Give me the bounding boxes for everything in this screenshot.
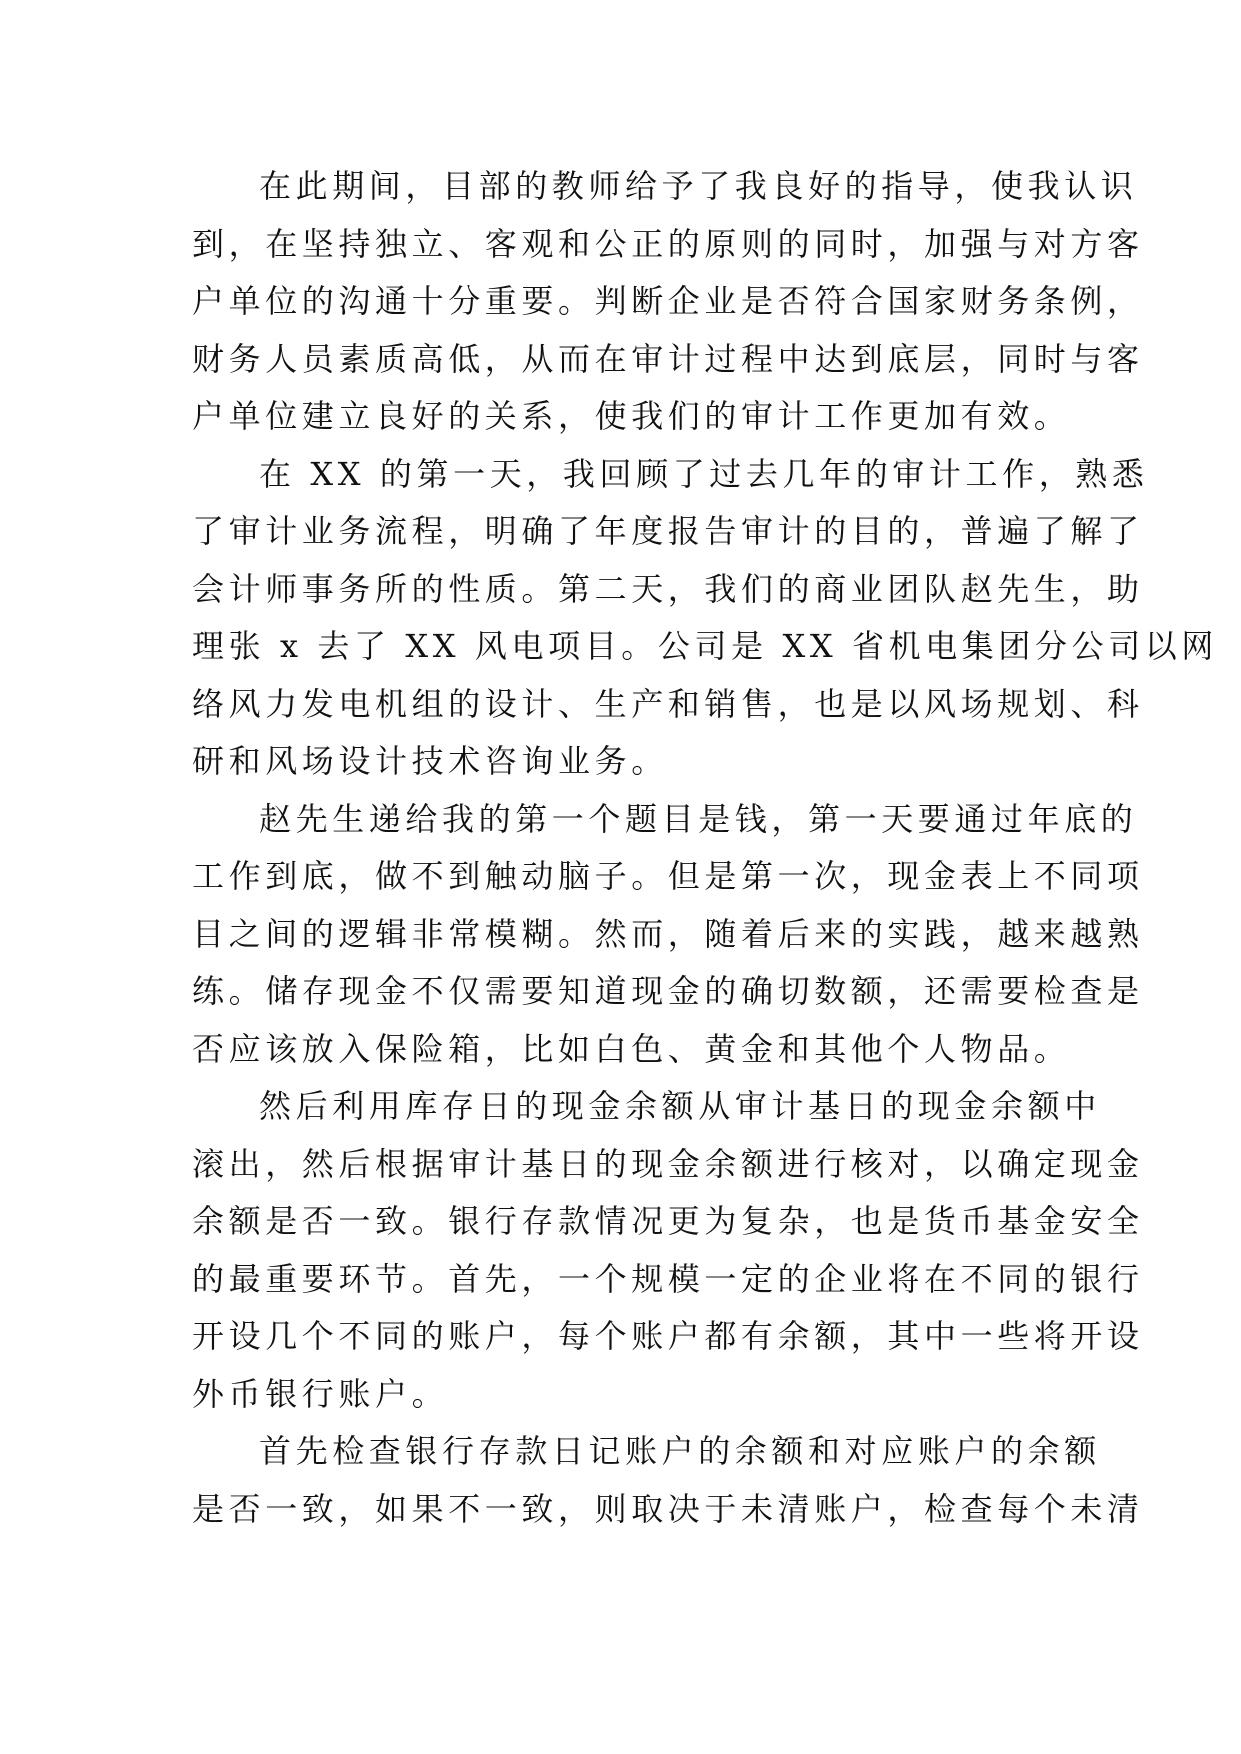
paragraph-3-line-3: 目之间的逻辑非常模糊。然而，随着后来的实践，越来越熟 xyxy=(192,914,1144,953)
paragraph-3-line-5: 否应该放入保险箱，比如白色、黄金和其他个人物品。 xyxy=(192,1029,1071,1068)
paragraph-3-line-2: 工作到底，做不到触动脑子。但是第一次，现金表上不同项 xyxy=(192,857,1144,895)
paragraph-3-line-4: 练。储存现金不仅需要知道现金的确切数额，还需要检查是 xyxy=(192,972,1144,1010)
paragraph-5-line-1: 首先检查银行存款日记账户的余额和对应账户的余额 xyxy=(259,1432,1101,1470)
paragraph-1-line-4: 财务人员素质高低，从而在审计过程中达到底层，同时与客 xyxy=(192,339,1144,378)
paragraph-5-line-2: 是否一致，如果不一致，则取决于未清账户，检查每个未清 xyxy=(192,1489,1144,1528)
paragraph-2-line-3: 会计师事务所的性质。第二天，我们的商业团队赵先生，助 xyxy=(192,569,1144,608)
paragraph-4-line-6: 外币银行账户。 xyxy=(192,1374,449,1413)
paragraph-1-line-5: 户单位建立良好的关系，使我们的审计工作更加有效。 xyxy=(192,397,1071,435)
paragraph-3-line-1: 赵先生递给我的第一个题目是钱，第一天要通过年底的 xyxy=(259,799,1138,838)
paragraph-2-line-2: 了审计业务流程，明确了年度报告审计的目的，普遍了解了 xyxy=(192,512,1144,550)
paragraph-2-line-1: 在 XX 的第一天，我回顾了过去几年的审计工作，熟悉 xyxy=(259,454,1149,493)
paragraph-4-line-5: 开设几个不同的账户，每个账户都有余额，其中一些将开设 xyxy=(192,1317,1144,1355)
paragraph-4-line-2: 滚出，然后根据审计基日的现金余额进行核对，以确定现金 xyxy=(192,1144,1144,1183)
paragraph-2-line-6: 研和风场设计技术咨询业务。 xyxy=(192,742,668,780)
paragraph-1-line-1: 在此期间，目部的教师给予了我良好的指导，使我认识 xyxy=(259,167,1138,205)
paragraph-2-line-5: 络风力发电机组的设计、生产和销售，也是以风场规划、科 xyxy=(192,684,1144,723)
paragraph-2-line-4: 理张 x 去了 XX 风电项目。公司是 XX 省机电集团分公司以网 xyxy=(192,627,1219,665)
paragraph-1-line-3: 户单位的沟通十分重要。判断企业是否符合国家财务条例， xyxy=(192,282,1144,320)
paragraph-4-line-4: 的最重要环节。首先，一个规模一定的企业将在不同的银行 xyxy=(192,1259,1144,1298)
paragraph-4-line-1: 然后利用库存日的现金余额从审计基日的现金余额中 xyxy=(259,1087,1101,1125)
paragraph-1-line-2: 到，在坚持独立、客观和公正的原则的同时，加强与对方客 xyxy=(192,224,1144,263)
document-body xyxy=(192,158,1219,1538)
paragraph-4-line-3: 余额是否一致。银行存款情况更为复杂，也是货币基金安全 xyxy=(192,1202,1144,1240)
